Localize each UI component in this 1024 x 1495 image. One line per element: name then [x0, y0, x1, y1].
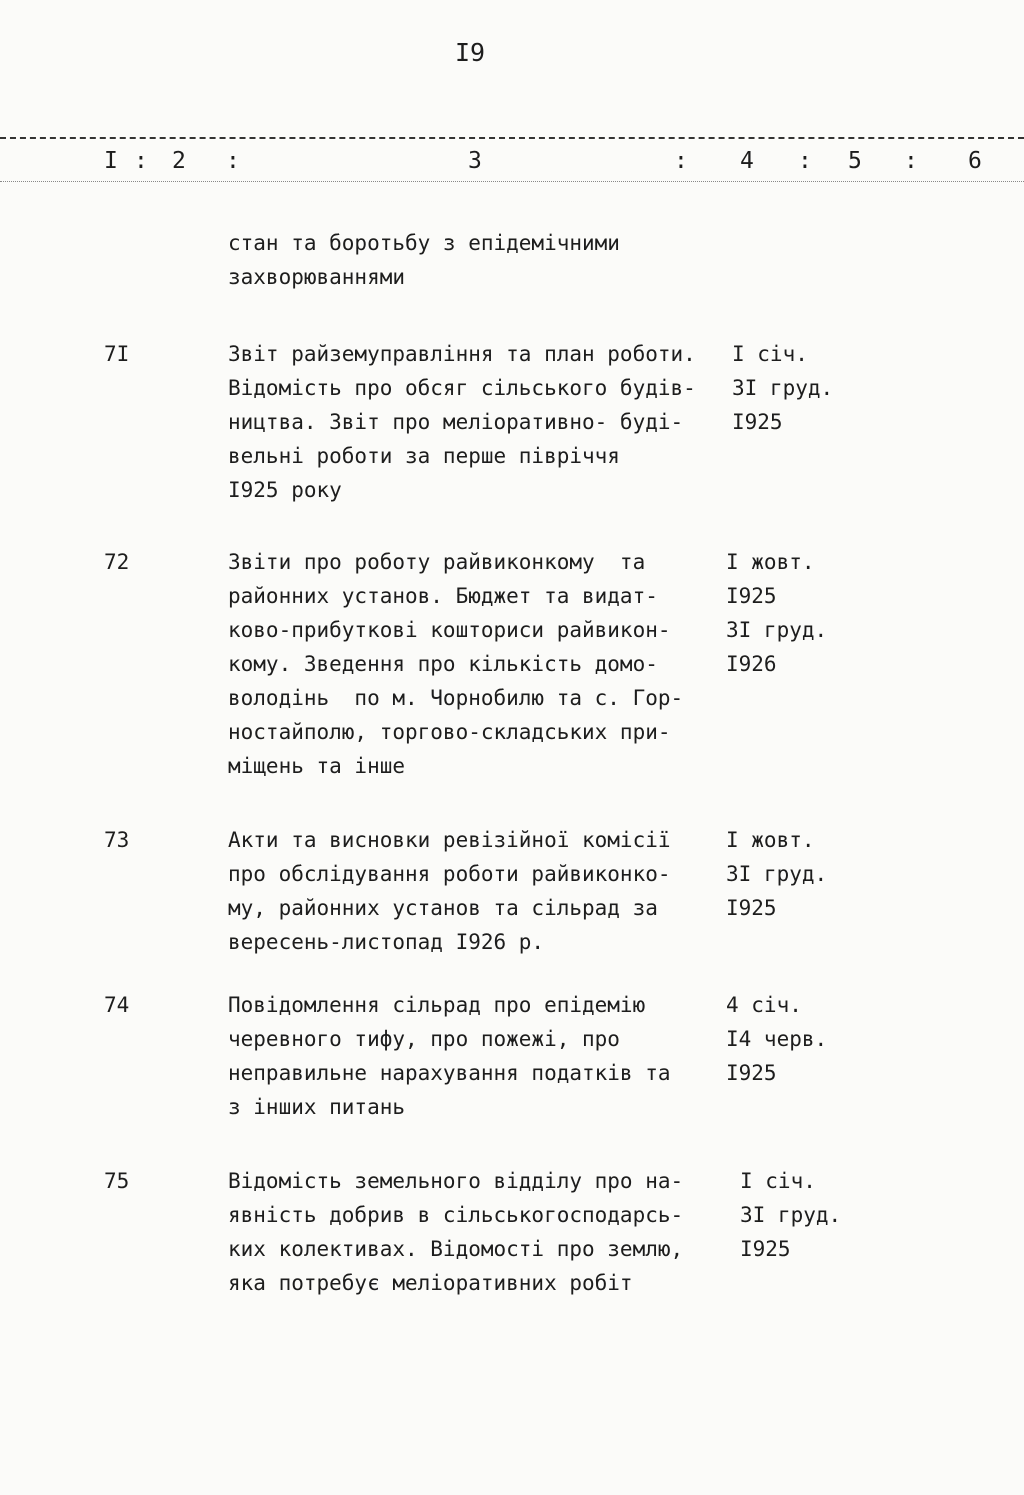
- header-col-6: 6: [968, 148, 982, 174]
- desc-line: Відомість про обсяг сільського будів-: [228, 376, 696, 400]
- desc-line: стан та боротьбу з епідемічними: [228, 231, 620, 255]
- entry-dates: [732, 337, 872, 439]
- date-line: I925: [740, 1237, 791, 1261]
- header-col-1: I: [104, 148, 118, 174]
- header-rule-bottom: [0, 181, 1024, 182]
- page-number: I9: [454, 38, 486, 67]
- date-line: I жовт.: [726, 550, 815, 574]
- entry-description: [228, 1164, 728, 1300]
- desc-line: міщень та інше: [228, 754, 406, 778]
- date-line: I925: [732, 410, 783, 434]
- entry-number: 74: [104, 993, 130, 1017]
- entry-number: 73: [104, 828, 130, 852]
- desc-line: захворюваннями: [228, 265, 406, 289]
- entry-description: [228, 337, 728, 507]
- date-line: 3I груд.: [732, 376, 834, 400]
- date-line: I жовт.: [726, 828, 815, 852]
- header-col-2: 2: [172, 148, 186, 174]
- header-sep-5: :: [904, 148, 918, 174]
- desc-line: про обслідування роботи райвиконко-: [228, 862, 671, 886]
- header-sep-4: :: [798, 148, 812, 174]
- date-line: 4 січ.: [726, 993, 802, 1017]
- desc-line: ностайполю, торгово-складських при-: [228, 720, 671, 744]
- header-sep-1: :: [134, 148, 148, 174]
- desc-line: кому. Зведення про кількість домо-: [228, 652, 658, 676]
- desc-line: Акти та висновки ревізійної комісії: [228, 828, 671, 852]
- desc-line: володінь по м. Чорнобилю та с. Гор-: [228, 686, 684, 710]
- date-line: I926: [726, 652, 777, 676]
- date-line: 3I груд.: [726, 618, 828, 642]
- entry-description: [228, 545, 728, 783]
- desc-line: яка потребує меліоративних робіт: [228, 1271, 633, 1295]
- entry-number: 75: [104, 1169, 130, 1193]
- header-col-5: 5: [848, 148, 862, 174]
- entry-description: [228, 988, 728, 1124]
- header-col-3: 3: [468, 148, 482, 174]
- desc-line: неправильне нарахування податків та: [228, 1061, 671, 1085]
- desc-line: явність добрив в сільськогосподарсь-: [228, 1203, 684, 1227]
- date-line: I4 черв.: [726, 1027, 828, 1051]
- entry-description: [228, 823, 728, 959]
- desc-line: Повідомлення сільрад про епідемію: [228, 993, 646, 1017]
- desc-line: I925 року: [228, 478, 342, 502]
- date-line: I925: [726, 584, 777, 608]
- entry-number: 72: [104, 550, 130, 574]
- entry-dates: [740, 1164, 880, 1266]
- header-rule-top: [0, 137, 1024, 139]
- header-col-4: 4: [740, 148, 754, 174]
- desc-line: з інших питань: [228, 1095, 406, 1119]
- desc-line: Відомість земельного відділу про на-: [228, 1169, 684, 1193]
- entry-dates: [726, 545, 866, 681]
- date-line: I925: [726, 896, 777, 920]
- desc-line: вельні роботи за перше півріччя: [228, 444, 620, 468]
- desc-line: черевного тифу, про пожежі, про: [228, 1027, 620, 1051]
- header-sep-2: :: [226, 148, 240, 174]
- header-sep-3: :: [674, 148, 688, 174]
- date-line: I січ.: [732, 342, 808, 366]
- desc-line: му, районних установ та сільрад за: [228, 896, 658, 920]
- desc-line: вересень-листопад I926 р.: [228, 930, 545, 954]
- desc-line: ково-прибуткові кошториси райвикон-: [228, 618, 671, 642]
- entry-number: 7I: [104, 342, 130, 366]
- desc-line: районних установ. Бюджет та видат-: [228, 584, 658, 608]
- date-line: 3I груд.: [726, 862, 828, 886]
- desc-line: ництва. Звіт про меліоративно- буді-: [228, 410, 684, 434]
- desc-line: Звіт райземуправління та план роботи.: [228, 342, 696, 366]
- desc-line: ких колективах. Відомості про землю,: [228, 1237, 684, 1261]
- entry-dates: [726, 823, 866, 925]
- entry-dates: [726, 988, 866, 1090]
- desc-line: Звіти про роботу райвиконкому та: [228, 550, 646, 574]
- date-line: I925: [726, 1061, 777, 1085]
- date-line: 3I груд.: [740, 1203, 842, 1227]
- date-line: I січ.: [740, 1169, 816, 1193]
